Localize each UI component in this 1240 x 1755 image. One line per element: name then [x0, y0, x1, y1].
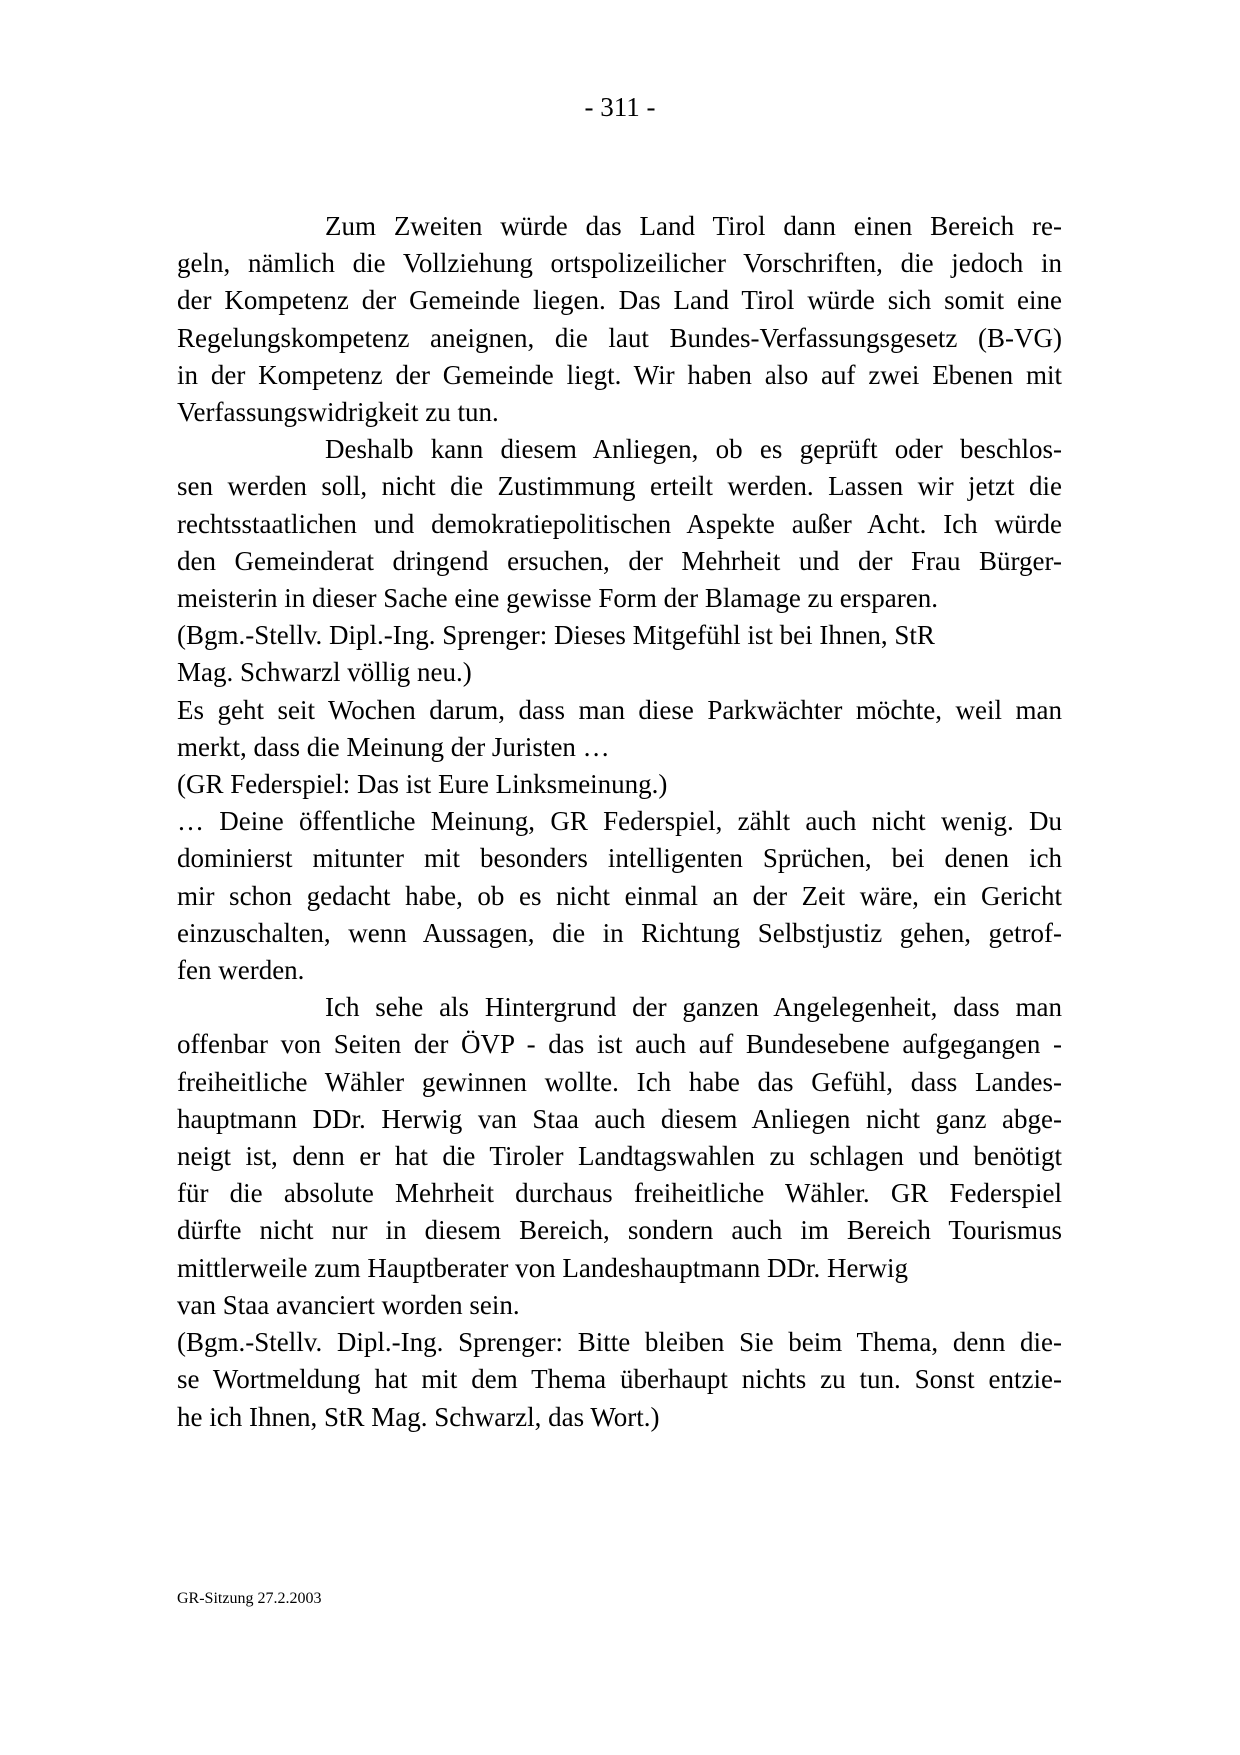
footer-session-label: GR-Sitzung 27.2.2003 — [177, 1590, 322, 1607]
text-line: (Bgm.-Stellv. Dipl.-Ing. Sprenger: Dieses Mitgefühl ist bei Ihnen, StR — [177, 620, 935, 651]
body-text — [177, 208, 1062, 1436]
text-line: der Kompetenz der Gemeinde liegen. Das Land Tirol würde sich somit eine — [177, 285, 1062, 316]
text-line: van Staa avanciert worden sein. — [177, 1289, 520, 1320]
text-line: Deshalb kann diesem Anliegen, ob es geprüft oder beschlos- — [325, 434, 1062, 465]
text-line: mir schon gedacht habe, ob es nicht einmal an der Zeit wäre, ein Gericht — [177, 880, 1062, 911]
text-line: den Gemeinderat dringend ersuchen, der Mehrheit und der Frau Bürger- — [177, 545, 1062, 576]
page-number: - 311 - — [584, 92, 656, 122]
text-line: Verfassungswidrigkeit zu tun. — [177, 397, 499, 428]
text-line: hauptmann DDr. Herwig van Staa auch diesem Anliegen nicht ganz abge- — [177, 1103, 1062, 1134]
text-line: meisterin in dieser Sache eine gewisse Form der Blamage zu ersparen. — [177, 583, 938, 614]
text-line: neigt ist, denn er hat die Tiroler Landtagswahlen zu schlagen und benötigt — [177, 1141, 1062, 1172]
text-line: Mag. Schwarzl völlig neu.) — [177, 657, 472, 688]
text-line: se Wortmeldung hat mit dem Thema überhaupt nichts zu tun. Sonst entzie- — [177, 1364, 1062, 1395]
text-line: (Bgm.-Stellv. Dipl.-Ing. Sprenger: Bitte bleiben Sie beim Thema, denn die- — [177, 1327, 1062, 1358]
text-line: offenbar von Seiten der ÖVP - das ist auch auf Bundesebene aufgegangen - — [177, 1029, 1062, 1060]
text-line: fen werden. — [177, 955, 305, 986]
text-line: Es geht seit Wochen darum, dass man diese Parkwächter möchte, weil man — [177, 694, 1062, 725]
text-line: … Deine öffentliche Meinung, GR Federspiel, zählt auch nicht wenig. Du — [177, 806, 1062, 837]
text-line: Regelungskompetenz aneignen, die laut Bundes-Verfassungsgesetz (B-VG) — [177, 322, 1062, 353]
text-line: geln, nämlich die Vollziehung ortspolizeilicher Vorschriften, die jedoch in — [177, 248, 1062, 279]
text-line: Ich sehe als Hintergrund der ganzen Angelegenheit, dass man — [325, 992, 1062, 1023]
text-line: für die absolute Mehrheit durchaus freiheitliche Wähler. GR Federspiel — [177, 1178, 1062, 1209]
text-line: sen werden soll, nicht die Zustimmung erteilt werden. Lassen wir jetzt die — [177, 471, 1062, 502]
text-line: dominierst mitunter mit besonders intelligenten Sprüchen, bei denen ich — [177, 843, 1062, 874]
text-line: mittlerweile zum Hauptberater von Landeshauptmann DDr. Herwig — [177, 1252, 909, 1283]
text-line: freiheitliche Wähler gewinnen wollte. Ich habe das Gefühl, dass Landes- — [177, 1066, 1062, 1097]
text-line: merkt, dass die Meinung der Juristen … — [177, 731, 610, 762]
text-line: dürfte nicht nur in diesem Bereich, sondern auch im Bereich Tourismus — [177, 1215, 1062, 1246]
text-line: in der Kompetenz der Gemeinde liegt. Wir haben also auf zwei Ebenen mit — [177, 359, 1062, 390]
text-line: he ich Ihnen, StR Mag. Schwarzl, das Wort.) — [177, 1401, 660, 1432]
text-line: (GR Federspiel: Das ist Eure Linksmeinung.) — [177, 769, 668, 800]
text-line: rechtsstaatlichen und demokratiepolitischen Aspekte außer Acht. Ich würde — [177, 508, 1062, 539]
text-line: Zum Zweiten würde das Land Tirol dann einen Bereich re- — [325, 211, 1062, 241]
text-line: einzuschalten, wenn Aussagen, die in Richtung Selbstjustiz gehen, getrof- — [177, 917, 1062, 948]
